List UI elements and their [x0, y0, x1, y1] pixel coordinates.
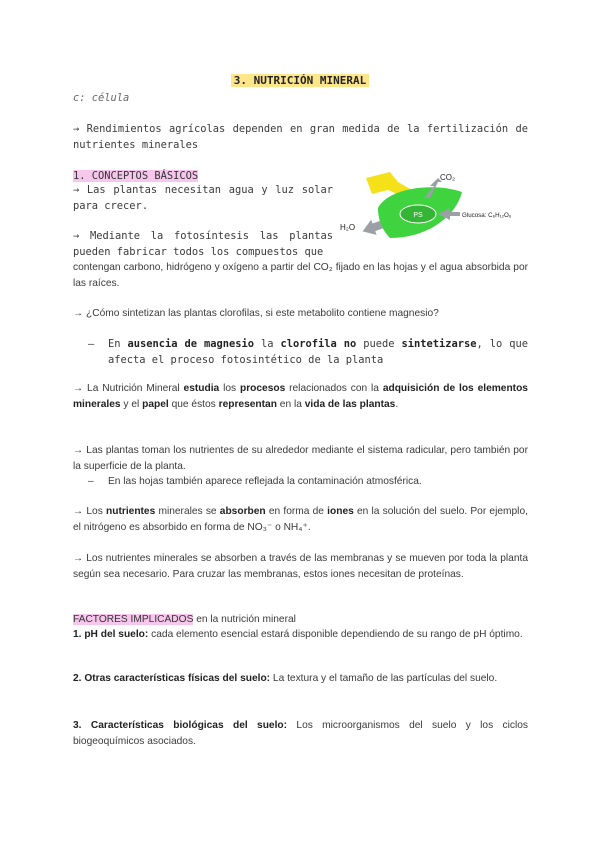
text-run: relacionados con la: [289, 383, 379, 394]
answer-text: la: [260, 338, 274, 350]
bold-run: nutrientes: [106, 506, 156, 517]
answer-text: , lo que afecta el proceso fotosintético de la planta: [108, 338, 528, 366]
text-run: en la solución del suelo. Por ejemplo, el nitrógeno es absorbido en forma de NO₃⁻ o NH₄⁺.: [73, 506, 528, 533]
co2-label: CO₂: [440, 173, 456, 182]
bold-run: iones: [327, 506, 354, 517]
section-heading-text: 1. CONCEPTOS BÁSICOS: [73, 170, 199, 182]
text-run: los: [223, 383, 237, 394]
photosynthesis-diagram: [338, 168, 538, 248]
ps-label: PS: [413, 212, 423, 219]
factor-physical: [73, 671, 528, 687]
dash-bullet: –: [88, 338, 95, 350]
bold-run: absorben: [219, 506, 266, 517]
bold-run: adquisición de los elementos minerales: [73, 383, 528, 410]
factor-title: 2. Otras características físicas del suelo:: [73, 673, 271, 684]
question-chlorophyll: → ¿Cómo sintetizan las plantas clorofilas, si este metabolito contiene magnesio?: [73, 308, 439, 319]
factors-heading-rest: en la nutrición mineral: [196, 614, 296, 625]
subtitle: c: célula: [73, 92, 130, 104]
answer-bold: sintetizarse: [401, 338, 477, 350]
answer-bold: clorofila no: [280, 338, 357, 350]
answer-chlorophyll: [73, 337, 528, 368]
intro-paragraph: → Rendimientos agrícolas dependen en gran medida de la fertilización de nutrientes minerales: [73, 123, 528, 151]
text-run: minerales se: [158, 506, 217, 517]
bold-run: procesos: [239, 383, 286, 394]
text-run: que éstos: [171, 398, 216, 410]
factor-biological: [73, 718, 528, 749]
dash-bullet: –: [88, 476, 94, 487]
text-run: → Los: [73, 506, 103, 517]
bold-run: vida de las plantas: [304, 398, 396, 410]
text-run: en forma de: [268, 506, 324, 517]
bold-run: representan: [218, 398, 277, 410]
answer-bold: ausencia de magnesio: [127, 338, 255, 350]
page-title: [0, 74, 600, 87]
paragraph-water-light: → Las plantas necesitan agua y luz solar para crecer.: [73, 184, 333, 212]
paragraph-ions: [73, 504, 528, 535]
sub-bullet-leaves: [73, 474, 528, 490]
factor-text: cada elemento esencial estará disponible dependiendo de su rango de pH óptimo.: [151, 629, 523, 640]
factors-heading-text: FACTORES IMPLICADOS: [73, 614, 194, 625]
text-run: y el: [123, 398, 140, 410]
paragraph-photosynthesis-b: contengan carbono, hidrógeno y oxígeno a partir del CO₂ fijado en las hojas y el agua absorbida por las raíces.: [73, 262, 528, 289]
paragraph-membranes: → Los nutrientes minerales se absorben a través de las membranas y se mueven por toda la planta según sea necesario. Para cruzar las membranas, estos iones necesitan de proteínas.: [73, 553, 528, 580]
answer-text: En: [108, 338, 121, 350]
text-run: → La Nutrición Mineral: [73, 383, 180, 394]
factor-text: La textura y el tamaño de las partículas del suelo.: [272, 673, 498, 684]
sub-bullet-text: En las hojas también aparece reflejada la contaminación atmosférica.: [108, 476, 422, 487]
factor-title: 3. Características biológicas del suelo:: [73, 720, 288, 731]
bold-run: estudia: [183, 383, 220, 394]
factor-text: Los microorganismos del suelo y los ciclos biogeoquímicos asociados.: [73, 720, 528, 747]
glucose-label: Glucosa: C₆H₁₂O₆: [462, 212, 512, 219]
text-run: en la: [279, 398, 302, 410]
factor-title: 1. pH del suelo:: [73, 629, 149, 640]
paragraph-roots: → Las plantas toman los nutrientes de su alrededor mediante el sistema radicular, pero también por la superficie de la planta.: [73, 445, 528, 472]
answer-text: puede: [363, 338, 395, 350]
factor-ph: [73, 627, 528, 643]
text-run: .: [395, 398, 399, 410]
h2o-label: H₂O: [340, 223, 356, 232]
title-text: 3. NUTRICIÓN MINERAL: [231, 74, 369, 87]
bold-run: papel: [142, 398, 169, 410]
paragraph-nutricion-mineral: [73, 381, 528, 412]
paragraph-photosynthesis-a: → Mediante la fotosíntesis las plantas pueden fabricar todos los compuestos que: [73, 230, 333, 258]
factors-heading: [73, 612, 528, 628]
